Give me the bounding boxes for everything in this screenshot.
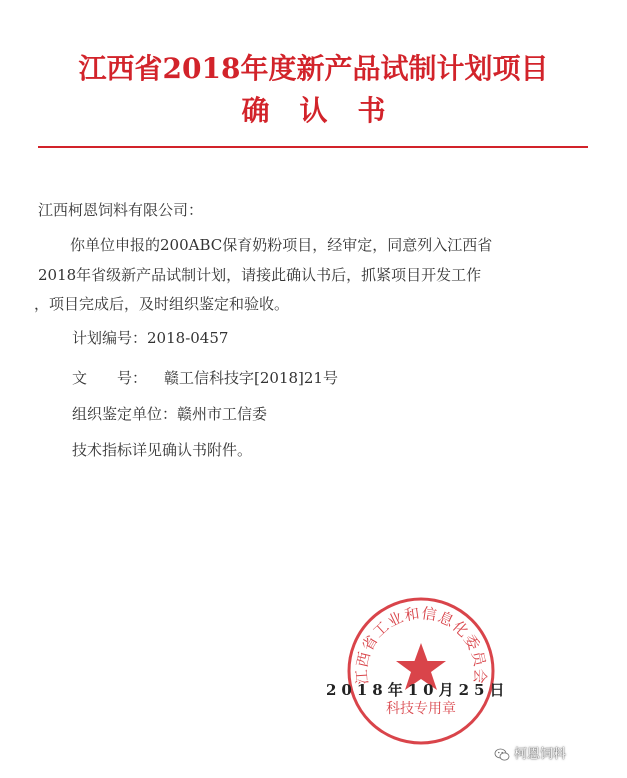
title-divider xyxy=(38,146,588,148)
attachment-note: 技术指标详见确认书附件。 xyxy=(72,441,253,459)
official-seal xyxy=(345,595,497,747)
addressee: 江西柯恩饲料有限公司： xyxy=(38,201,204,219)
body-line-2: 2018年省级新产品试制计划，请接此确认书后，抓紧项目开发工作 xyxy=(38,266,482,284)
body-line-1: 你单位申报的200ABC保育奶粉项目，经审定，同意列入江西省 xyxy=(70,236,493,254)
plan-number-row xyxy=(72,328,228,348)
plan-number-value: 2018-0457 xyxy=(147,329,229,347)
appraisal-unit-row xyxy=(72,404,267,424)
doc-number-label: 文 号： xyxy=(72,369,148,387)
doc-number-row xyxy=(72,368,338,388)
account-watermark: 柯恩饲料 xyxy=(514,747,567,762)
document-subtitle: 确认书 xyxy=(241,94,416,127)
plan-number-label: 计划编号： xyxy=(72,329,148,347)
appraisal-unit-label: 组织鉴定单位： xyxy=(72,405,178,423)
wechat-icon xyxy=(494,747,510,763)
svg-text:江西省工业和信息化委员会: 江西省工业和信息化委员会 xyxy=(352,604,490,686)
appraisal-unit-value: 赣州市工信委 xyxy=(177,405,268,423)
issue-date: 2018年10月25日 xyxy=(326,681,510,699)
doc-number-value: 赣工信科技字[2018]21号 xyxy=(164,369,338,387)
document-title: 江西省2018年度新产品试制计划项目 xyxy=(78,52,549,85)
svg-text:科技专用章: 科技专用章 xyxy=(386,701,456,717)
body-line-3: ，项目完成后，及时组织鉴定和验收。 xyxy=(34,295,290,313)
